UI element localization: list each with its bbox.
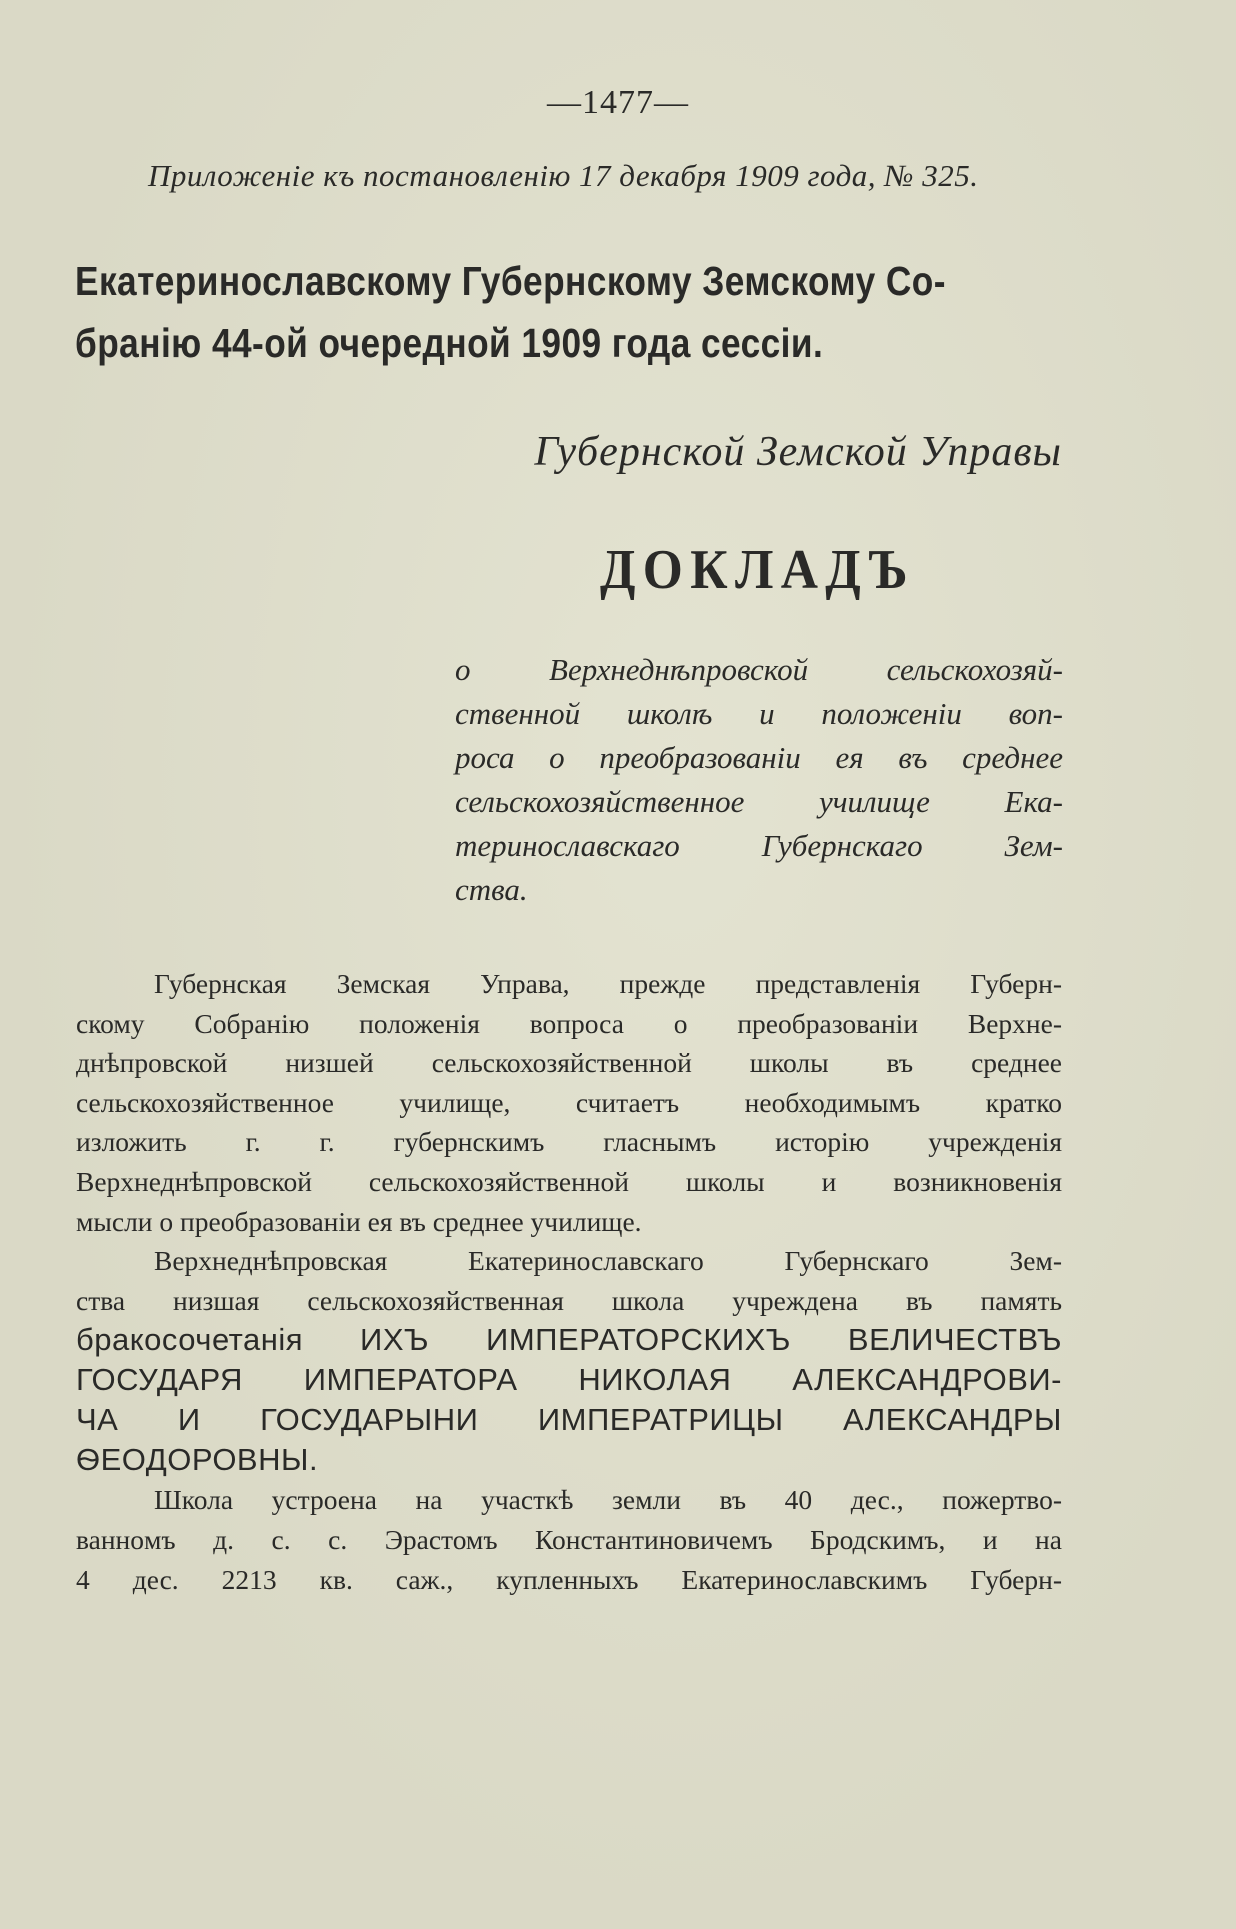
page-number: —1477— — [547, 84, 689, 121]
paragraph-2 — [76, 1241, 1062, 1480]
text-line: Школа устроена на участкѣ земли въ 40 дес., пожертво- — [154, 1484, 1062, 1516]
text-line: мысли о преобразованіи ея въ среднее училище. — [76, 1205, 642, 1237]
heading-line-2: бранію 44-ой очередной 1909 года сессіи. — [75, 320, 824, 366]
text-line: бракосочетанія ИХЪ ИМПЕРАТОРСКИХЪ ВЕЛИЧЕСТВЪ — [76, 1322, 1062, 1358]
doc-title: ДОКЛАДЪ — [600, 539, 915, 601]
text-line: 4 дес. 2213 кв. саж., купленныхъ Екатеринославскимъ Губерн- — [76, 1563, 1062, 1595]
body-text — [76, 964, 1062, 1599]
text-line: днѣпровской низшей сельскохозяйственной школы въ среднее — [76, 1047, 1062, 1079]
text-line: ГОСУДАРЯ ИМПЕРАТОРА НИКОЛАЯ АЛЕКСАНДРОВИ- — [76, 1362, 1062, 1398]
subject-line: теринославскаго Губернскаго Зем- — [455, 828, 1063, 863]
paragraph-1 — [76, 964, 1062, 1241]
heading-line-1: Екатеринославскому Губернскому Земскому Со- — [75, 258, 946, 304]
text-line: ства низшая сельскохозяйственная школа учреждена въ память — [76, 1284, 1062, 1316]
subject-line: ственной школѣ и положеніи воп- — [455, 696, 1063, 731]
text-line: Верхнеднѣпровской сельскохозяйственной школы и возникновенія — [76, 1165, 1062, 1197]
subject-line: сельскохозяйственное училище Ека- — [455, 784, 1063, 819]
text-line: ваннoмъ д. с. с. Эрастомъ Константиновичемъ Бродскимъ, и на — [76, 1523, 1062, 1555]
text-line: ѲЕОДОРОВНЫ. — [76, 1442, 319, 1478]
text-line: изложить г. г. губернскимъ гласнымъ исторію учрежденія — [76, 1126, 1062, 1158]
text-line: ЧА И ГОСУДАРЫНИ ИМПЕРАТРИЦЫ АЛЕКСАНДРЫ — [76, 1402, 1062, 1438]
subject-line: о Верхнеднѣпровской сельскохозяй- — [455, 652, 1063, 687]
subject-line: ства. — [455, 872, 528, 907]
appendix-note: Приложеніе къ постановленію 17 декабря 1909 года, № 325. — [148, 158, 979, 193]
paragraph-3 — [76, 1480, 1062, 1599]
subject-line: роса о преобразованіи ея въ среднее — [455, 740, 1063, 775]
board-name: Губернской Земской Управы — [534, 429, 1062, 475]
text-line: скому Собранію положенія вопроса о преобразованіи Верхне- — [76, 1007, 1062, 1039]
document-heading — [75, 250, 1064, 374]
text-line: Губернская Земская Управа, прежде представленія Губерн- — [154, 968, 1062, 999]
text-line: Верхнеднѣпровская Екатеринославскаго Губернскаго Зем- — [154, 1245, 1062, 1277]
text-line: сельскохозяйственное училище, считаетъ необходимымъ кратко — [76, 1086, 1062, 1118]
report-subject — [455, 648, 1063, 912]
